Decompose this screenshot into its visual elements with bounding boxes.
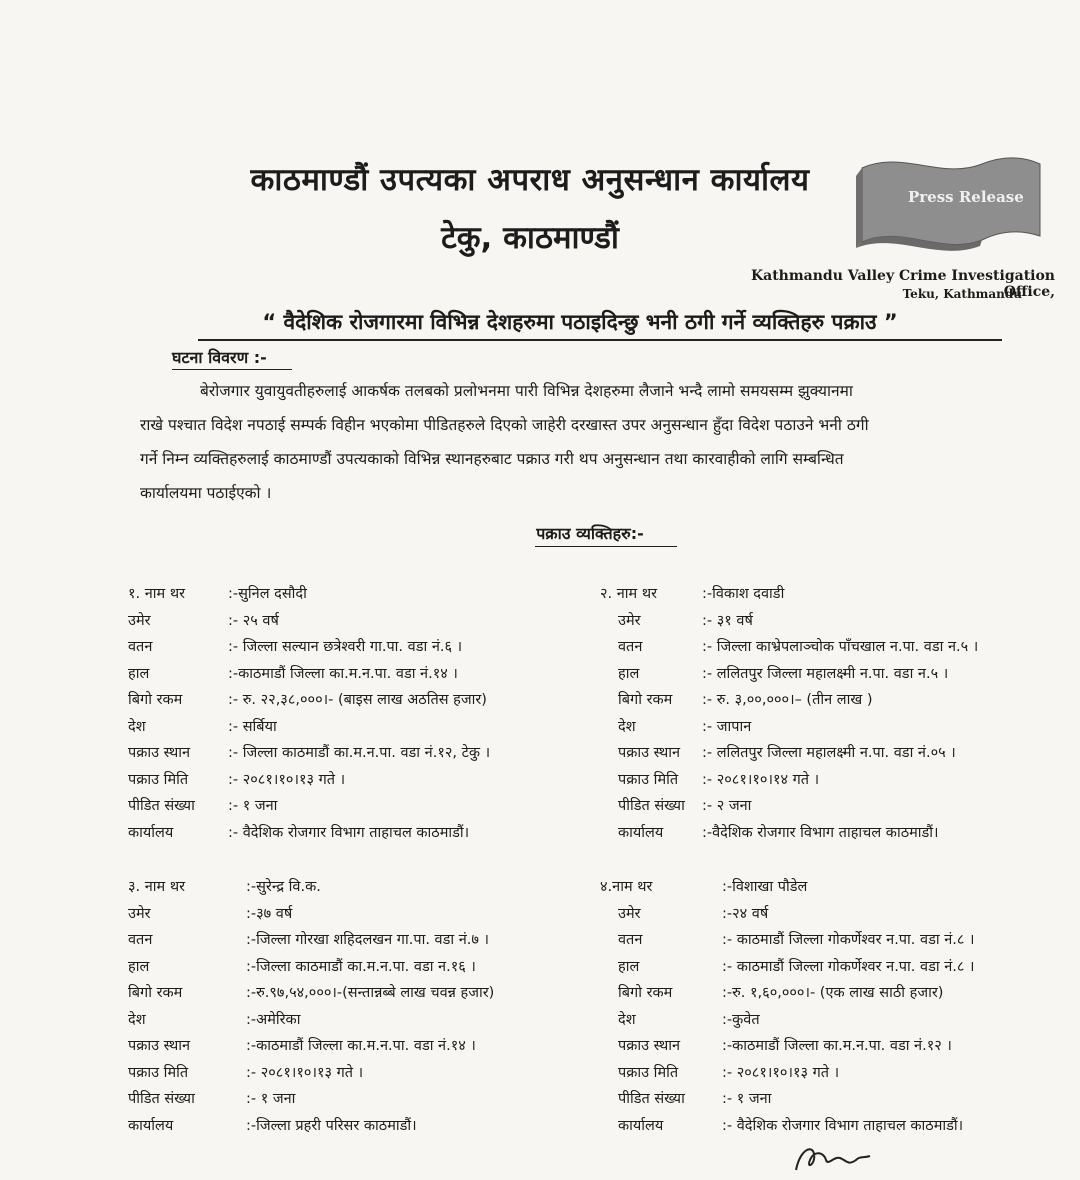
person-field-row — [128, 1115, 588, 1139]
person-field-row — [600, 795, 1070, 819]
arrested-heading-underline — [535, 546, 677, 547]
incident-line: गर्ने निम्न व्यक्तिहरुलाई काठमाण्डौं उपत्यकाको विभिन्न स्थानहरुबाट पक्राउ गरी थप अनुसन्धान तथा कारवाहीको लागि सम्बन्धित — [140, 450, 844, 468]
person-field-value: :- २०८१।१०।१४ गते । — [702, 771, 820, 788]
person-field-label: पीडित संख्या — [128, 1091, 195, 1107]
person-field-row — [600, 929, 1070, 953]
person-field-row — [600, 610, 1070, 634]
person-field-row — [600, 583, 1070, 607]
person-field-label: बिगो रकम — [128, 985, 183, 1001]
person-field-label: देश — [618, 718, 636, 735]
person-field-value: :- १ जना — [246, 1091, 296, 1107]
person-field-value: :- जापान — [702, 718, 752, 735]
person-field-label: कार्यालय — [618, 824, 664, 841]
person-field-label: कार्यालय — [128, 824, 174, 841]
person-field-row — [128, 689, 588, 713]
person-field-label: वतन — [128, 639, 153, 655]
person-field-row — [128, 876, 588, 900]
person-field-value: :- रु. २२,३८,०००।- (बाइस लाख अठतिस हजार) — [228, 692, 487, 708]
person-field-label: पक्राउ स्थान — [618, 745, 681, 761]
person-field-row — [128, 769, 588, 793]
person-field-label: वतन — [128, 932, 153, 948]
person-field-label: पक्राउ स्थान — [128, 1038, 191, 1054]
person-record-1 — [128, 583, 588, 853]
person-field-value: :- १ जना — [722, 1091, 772, 1107]
signature-scribble-icon — [790, 1140, 880, 1176]
person-field-label: हाल — [618, 958, 640, 975]
person-field-value: :- जिल्ला काभ्रेपलाञ्चोक पाँचखाल न.पा. वडा न.५ । — [702, 639, 979, 655]
person-field-row — [128, 1088, 588, 1112]
person-field-label: २. नाम थर — [600, 586, 658, 602]
person-field-label: उमेर — [128, 612, 151, 629]
person-field-value: :-काठमाडौं जिल्ला का.म.न.पा. वडा नं.१४ । — [246, 1038, 476, 1054]
person-field-value: :-२४ वर्ष — [722, 905, 769, 922]
person-field-value: :-काठमाडौं जिल्ला का.म.न.पा. वडा नं.१४ । — [228, 665, 458, 682]
person-field-value: :- काठमाडौं जिल्ला गोकर्णेश्वर न.पा. वडा नं.८ । — [722, 932, 975, 948]
person-field-row — [600, 956, 1070, 980]
person-field-value: :-विकाश दवाडी — [702, 586, 785, 602]
person-record-3 — [128, 876, 588, 1146]
person-field-row — [600, 982, 1070, 1006]
person-field-row — [128, 636, 588, 660]
incident-paragraph — [140, 374, 1020, 510]
incident-line: बेरोजगार युवायुवतीहरुलाई आकर्षक तलबको प्रलोभनमा पारी विभिन्न देशहरुमा लैजाने भन्दै लामो समयसम्म झुक्यानमा — [200, 382, 853, 400]
office-location-english: Teku, Kathmandu — [902, 287, 1022, 301]
person-field-label: बिगो रकम — [128, 692, 183, 708]
person-field-row — [128, 956, 588, 980]
person-field-row — [128, 795, 588, 819]
person-field-row — [128, 903, 588, 927]
person-field-label: बिगो रकम — [618, 985, 673, 1001]
office-title-nepali: काठमाण्डौं उपत्यका अपराध अनुसन्धान कार्यालय — [250, 162, 810, 198]
person-field-label: देश — [128, 1011, 146, 1028]
person-field-label: पक्राउ मिति — [618, 1064, 679, 1081]
person-field-label: पक्राउ मिति — [128, 1064, 189, 1081]
person-field-value: :-जिल्ला प्रहरी परिसर काठमाडौं। — [246, 1117, 417, 1134]
person-field-row — [600, 716, 1070, 740]
person-field-row — [600, 1009, 1070, 1033]
person-field-label: ३. नाम थर — [128, 879, 186, 895]
person-field-row — [128, 742, 588, 766]
person-field-value: :- वैदेशिक रोजगार विभाग ताहाचल काठमाडौं। — [228, 824, 470, 841]
person-field-value: :- २०८१।१०।१३ गते । — [722, 1064, 840, 1081]
person-field-label: वतन — [618, 932, 643, 948]
person-field-value: :- २०८१।१०।१३ गते । — [228, 771, 346, 788]
person-field-label: देश — [128, 718, 146, 735]
office-name-english: Kathmandu Valley Crime Investigation Office, — [750, 268, 1055, 300]
incident-line: राखे पश्चात विदेश नपठाई सम्पर्क विहीन भएकोमा पीडितहरुले दिएको जाहेरी दरखास्त उपर अनुसन्धान हुँदा विदेश पठाउने भनी ठगी — [140, 416, 869, 434]
person-field-row — [600, 903, 1070, 927]
person-field-value: :-रु. १,६०,०००।- (एक लाख साठी हजार) — [722, 985, 944, 1001]
person-field-label: पीडित संख्या — [128, 798, 195, 814]
person-field-row — [600, 822, 1070, 846]
person-field-row — [128, 663, 588, 687]
person-field-label: उमेर — [618, 612, 641, 629]
news-headline: “ वैदेशिक रोजगारमा विभिन्न देशहरुमा पठाइदिन्छु भनी ठगी गर्ने व्यक्तिहरु पक्राउ ” — [262, 310, 898, 334]
person-field-label: उमेर — [618, 905, 641, 922]
person-field-value: :- १ जना — [228, 798, 278, 814]
person-field-row — [600, 1062, 1070, 1086]
person-field-row — [128, 929, 588, 953]
person-field-label: पक्राउ स्थान — [128, 745, 191, 761]
person-field-value: :- ललितपुर जिल्ला महालक्ष्मी न.पा. वडा न.५ । — [702, 665, 949, 682]
person-field-label: वतन — [618, 639, 643, 655]
person-field-value: :- ३१ वर्ष — [702, 612, 753, 629]
person-field-value: :- वैदेशिक रोजगार विभाग ताहाचल काठमाडौं। — [722, 1117, 964, 1134]
person-field-label: पीडित संख्या — [618, 1091, 685, 1107]
headline-underline — [198, 339, 1002, 341]
person-field-value: :-अमेरिका — [246, 1011, 301, 1028]
person-field-row — [128, 982, 588, 1006]
person-field-value: :-रु.९७,५४,०००।-(सन्तान्नब्बे लाख चवन्न हजार) — [246, 985, 495, 1001]
person-field-value: :- २ जना — [702, 798, 752, 814]
person-field-row — [600, 1035, 1070, 1059]
person-field-label: उमेर — [128, 905, 151, 922]
person-field-row — [600, 663, 1070, 687]
person-field-row — [600, 636, 1070, 660]
person-field-value: :- काठमाडौं जिल्ला गोकर्णेश्वर न.पा. वडा नं.८ । — [722, 958, 975, 975]
person-field-row — [128, 583, 588, 607]
office-location-nepali: टेकु, काठमाण्डौं — [441, 220, 619, 256]
person-field-row — [600, 689, 1070, 713]
person-field-value: :-जिल्ला गोरखा शहिदलखन गा.पा. वडा नं.७ । — [246, 932, 490, 948]
person-field-row — [600, 1088, 1070, 1112]
person-field-label: पक्राउ मिति — [618, 771, 679, 788]
person-field-row — [128, 610, 588, 634]
person-field-label: हाल — [128, 665, 150, 682]
incident-line: कार्यालयमा पठाईएको । — [140, 484, 272, 502]
person-field-value: :-सुनिल दसौदी — [228, 586, 307, 602]
person-field-value: :-३७ वर्ष — [246, 905, 293, 922]
person-field-value: :-सुरेन्द्र वि.क. — [246, 879, 321, 895]
person-field-value: :-विशाखा पौडेल — [722, 879, 808, 895]
person-field-label: कार्यालय — [128, 1117, 174, 1134]
person-field-label: हाल — [618, 665, 640, 682]
person-field-label: देश — [618, 1011, 636, 1028]
person-field-label: ४.नाम थर — [600, 879, 653, 895]
person-field-label: हाल — [128, 958, 150, 975]
arrested-heading: पक्राउ व्यक्तिहरु:- — [536, 524, 644, 543]
person-field-row — [600, 1115, 1070, 1139]
person-field-label: पक्राउ स्थान — [618, 1038, 681, 1054]
person-field-value: :- रु. ३,००,०००।– (तीन लाख ) — [702, 692, 873, 708]
person-field-value: :-काठमाडौं जिल्ला का.म.न.पा. वडा नं.१२ । — [722, 1038, 952, 1054]
person-field-value: :- जिल्ला सल्यान छत्रेश्वरी गा.पा. वडा नं.६ । — [228, 639, 463, 655]
incident-heading: घटना विवरण :- — [172, 348, 267, 367]
person-field-row — [128, 1035, 588, 1059]
person-field-row — [600, 769, 1070, 793]
person-record-2 — [600, 583, 1070, 853]
person-field-label: पक्राउ मिति — [128, 771, 189, 788]
person-field-value: :-कुवेत — [722, 1011, 760, 1028]
person-field-value: :-वैदेशिक रोजगार विभाग ताहाचल काठमाडौं। — [702, 824, 939, 841]
banner-label: Press Release — [908, 188, 1024, 206]
signature — [790, 1140, 880, 1176]
person-field-value: :- २५ वर्ष — [228, 612, 279, 629]
person-field-value: :- जिल्ला काठमाडौं का.म.न.पा. वडा नं.१२, टेकु । — [228, 745, 491, 761]
person-field-value: :- सर्बिया — [228, 718, 277, 735]
press-release-banner — [852, 150, 1042, 260]
person-record-4 — [600, 876, 1070, 1146]
person-field-row — [128, 716, 588, 740]
person-field-label: कार्यालय — [618, 1117, 664, 1134]
person-field-label: पीडित संख्या — [618, 798, 685, 814]
person-field-row — [128, 1009, 588, 1033]
person-field-row — [600, 876, 1070, 900]
person-field-value: :- २०८१।१०।१३ गते । — [246, 1064, 364, 1081]
person-field-label: बिगो रकम — [618, 692, 673, 708]
person-field-value: :- ललितपुर जिल्ला महालक्ष्मी न.पा. वडा नं.०५ । — [702, 745, 956, 761]
person-field-value: :-जिल्ला काठमाडौं का.म.न.पा. वडा न.१६ । — [246, 958, 476, 975]
person-field-row — [128, 822, 588, 846]
person-field-row — [128, 1062, 588, 1086]
person-field-row — [600, 742, 1070, 766]
incident-heading-underline — [172, 369, 292, 370]
person-field-label: १. नाम थर — [128, 586, 186, 602]
